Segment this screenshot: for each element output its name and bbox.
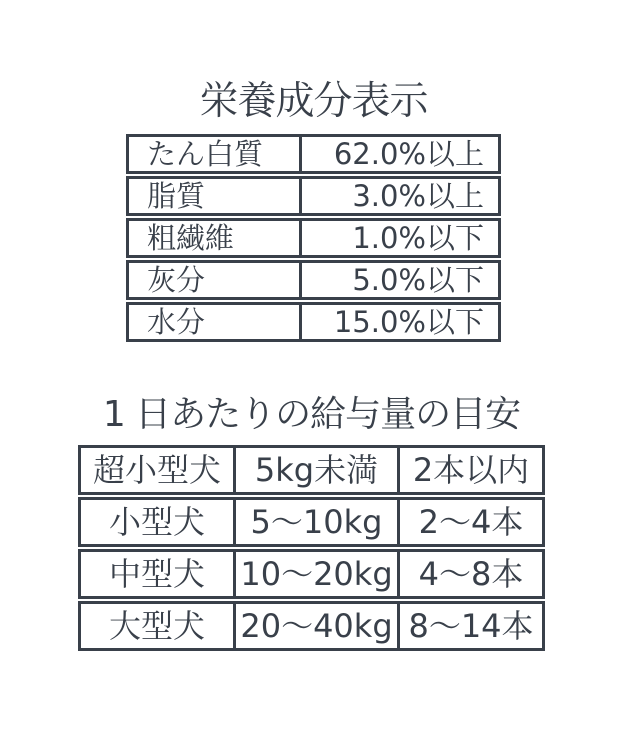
dog-size: 小型犬 [108, 503, 205, 541]
sticks-per-day: 4〜8本 [397, 552, 542, 596]
feeding-guide-table [78, 445, 545, 651]
nutrition-row [126, 218, 501, 258]
feeding-row [78, 601, 545, 651]
nutrient-value: 62.0%以上 [299, 137, 498, 171]
nutrition-table [126, 134, 501, 342]
sticks-per-day: 8〜14本 [397, 604, 542, 648]
dog-size: 超小型犬 [92, 451, 221, 489]
feeding-row [78, 497, 545, 547]
dog-weight-range: 10〜20kg [233, 552, 397, 596]
nutrition-row [126, 176, 501, 216]
nutrient-name: 水分 [147, 305, 206, 339]
nutrition-row [126, 302, 501, 342]
dog-weight-range: 5kg未満 [233, 448, 397, 492]
nutrition-title: 栄養成分表示 [199, 79, 428, 124]
dog-weight-range: 20〜40kg [233, 604, 397, 648]
nutrient-value: 15.0%以下 [299, 305, 498, 339]
feeding-row [78, 549, 545, 599]
nutrient-name: 脂質 [147, 179, 206, 213]
nutrition-row [126, 260, 501, 300]
sticks-per-day: 2本以内 [397, 448, 542, 492]
nutrition-row [126, 134, 501, 174]
nutrient-value: 3.0%以上 [299, 179, 498, 213]
nutrient-value: 1.0%以下 [299, 221, 498, 255]
nutrient-value: 5.0%以下 [299, 263, 498, 297]
nutrient-name: 粗繊維 [147, 221, 235, 255]
dog-size: 中型犬 [108, 555, 205, 593]
dog-size: 大型犬 [108, 607, 205, 645]
feeding-guide-title: 1 日あたりの給与量の目安 [102, 394, 521, 435]
feeding-row [78, 445, 545, 495]
sticks-per-day: 2〜4本 [397, 500, 542, 544]
nutrient-name: 灰分 [147, 263, 206, 297]
dog-weight-range: 5〜10kg [233, 500, 397, 544]
nutrient-name: たん白質 [147, 137, 264, 171]
